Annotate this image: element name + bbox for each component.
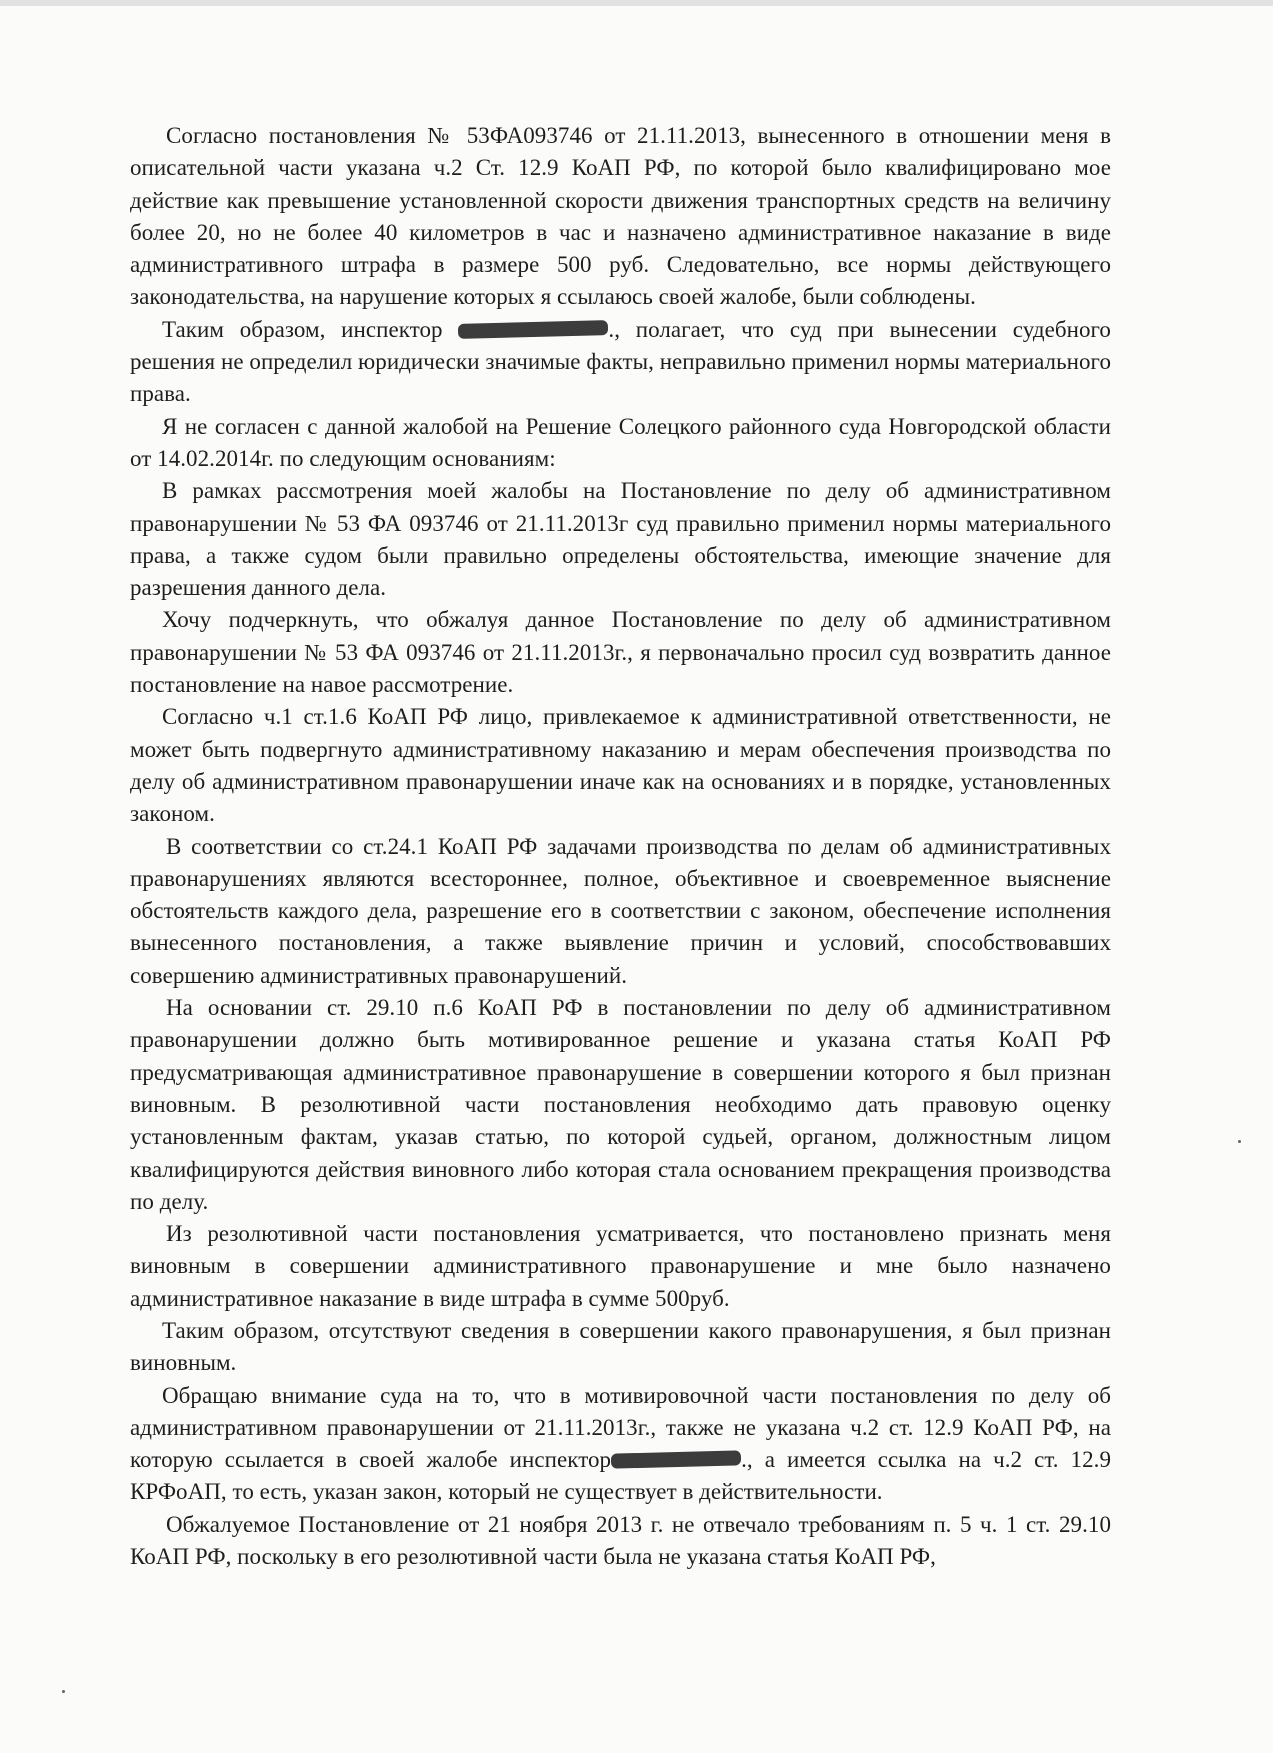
redaction-mark — [611, 1451, 741, 1469]
scan-speck — [62, 1690, 65, 1693]
paragraph-3: Я не согласен с данной жалобой на Решение Солецкого районного суда Новгородской области от 14.02.2014г. по следующим основаниям: — [130, 413, 1111, 471]
paragraph-5: Хочу подчеркнуть, что обжалуя данное Постановление по делу об административном правонарушении № 53 ФА 093746 от 21.11.2013г., я первоначально просил суд возвратить данное постановление на навое рассмотрение. — [130, 607, 1111, 698]
paragraph-4: В рамках рассмотрения моей жалобы на Постановление по делу об административном правонарушении № 53 ФА 093746 от 21.11.2013г суд правильно применил нормы материального права, а также судом были правильно определены обстоятельства, имеющие значение для разрешения данного дела. — [130, 478, 1111, 601]
paragraph-9: Из резолютивной части постановления усматривается, что постановлено признать меня виновным в совершении административного правонарушение и мне было назначено административное наказание в виде штрафа в сумме 500руб. — [130, 1221, 1111, 1311]
scan-edge — [0, 0, 1273, 6]
paragraph-11-end: ., а имеется ссылка на ч.2 ст. 12.9 КРФоАП, то есть, указан закон, который не существует в действительности. — [130, 1447, 1111, 1505]
paragraph-2 — [130, 314, 1111, 411]
scan-speck — [1238, 1140, 1241, 1143]
paragraph-1: Согласно постановления № 53ФА093746 от 21.11.2013, вынесенного в отношении меня в описательной части указана ч.2 Ст. 12.9 КоАП РФ, по которой было квалифицировано мое действие как превышение установленной скорости движения транспортных средств на величину более 20, но не более 40 километров в час и назначено административное наказание в виде административного штрафа в размере 500 руб. Следовательно, все нормы действующего законодательства, на нарушение которых я ссылаюсь своей жалобе, были соблюдены. — [130, 123, 1111, 310]
redaction-mark — [458, 320, 608, 339]
paragraph-8: На основании ст. 29.10 п.6 КоАП РФ в постановлении по делу об административном правонарушении должно быть мотивированное решение и указана статья КоАП РФ предусматривающая административное правонарушение в совершении которого я был признан виновным. В резолютивной части постановления необходимо дать правовую оценку установленным фактам, указав статью, по которой судьей, органом, должностным лицом квалифицируются действия виновного либо которая стала основанием прекращения производства по делу. — [130, 995, 1111, 1214]
paragraph-2-end: ., полагает, что суд при вынесении судебного решения не определил юридически значимые факты, неправильно применил нормы материального права. — [130, 316, 1111, 407]
document-body — [130, 120, 1111, 1573]
paragraph-11 — [130, 1380, 1111, 1509]
paragraph-7: В соответствии со ст.24.1 КоАП РФ задачами производства по делам об административных правонарушениях являются всестороннее, полное, объективное и своевременное выяснение обстоятельств каждого дела, разрешение его в соответствии с законом, обеспечение исполнения вынесенного постановления, а также выявление причин и условий, способствовавших совершению административных правонарушений. — [130, 833, 1111, 988]
paragraph-2-start: Таким образом, инспектор — [162, 316, 443, 342]
paragraph-11-start: Обращаю внимание суда на то, что в мотивировочной части постановления по делу об административном правонарушении от 21.11.2013г., также не указана ч.2 ст. 12.9 КоАП РФ, на которую ссылается в своей жалобе инспектор — [130, 1382, 1111, 1473]
paragraph-6: Согласно ч.1 ст.1.6 КоАП РФ лицо, привлекаемое к административной ответственности, не может быть подвергнуто административному наказанию и мерам обеспечения производства по делу об административном правонарушении иначе как на основаниях и в порядке, установленных законом. — [130, 704, 1111, 827]
paragraph-10: Таким образом, отсутствуют сведения в совершении какого правонарушения, я был признан виновным. — [130, 1317, 1111, 1376]
paragraph-12: Обжалуемое Постановление от 21 ноября 2013 г. не отвечало требованиям п. 5 ч. 1 ст. 29.10 КоАП РФ, поскольку в его резолютивной части была не указана статья КоАП РФ, — [130, 1511, 1111, 1570]
